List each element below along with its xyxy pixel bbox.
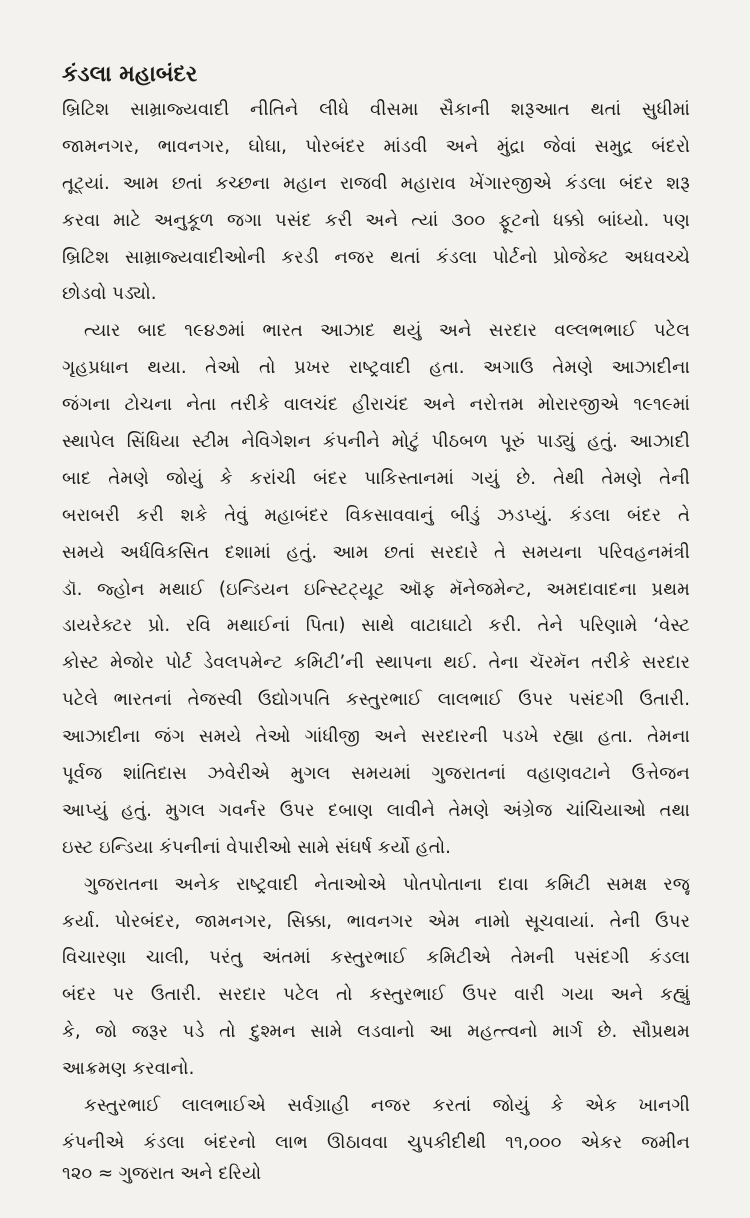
text-line: કે, જો જરૂર પડે તો દુશ્મન સામે લડવાનો આ મહત્ત્વનો માર્ગ છે. સૌપ્રથમ bbox=[62, 1021, 690, 1043]
text-line: બાદ તેમણે જોયું કે કરાંચી બંદર પાકિસ્તાનમાં ગયું છે. તેથી તેમણે તેની bbox=[62, 467, 690, 489]
text-line: કોસ્ટ મેજોર પોર્ટ ડેવલપમેન્ટ કમિટી’ની સ્થાપના થઈ. તેના ચૅરમૅન તરીકે સરદાર bbox=[62, 652, 690, 674]
text-line: બ્રિટિશ સામ્રાજ્યવાદી નીતિને લીધે વીસમા સૈકાની શરૂઆત થતાં સુધીમાં bbox=[62, 99, 690, 120]
text-line: ગૃહપ્રધાન થયા. તેઓ તો પ્રખર રાષ્ટ્રવાદી હતા. અગાઉ તેમણે આઝાદીના bbox=[62, 357, 690, 379]
text-line: બંદર પર ઉતારી. સરદાર પટેલ તો કસ્તુરભાઈ ઉપર વારી ગયા અને કહ્યું bbox=[62, 984, 690, 1006]
text-line: ત્યાર બાદ ૧૯૪૭માં ભારત આઝાદ થયું અને સરદાર વલ્લભભાઈ પટેલ bbox=[84, 320, 690, 342]
section-heading: કંડલા મહાબંદર bbox=[62, 62, 198, 87]
text-line: સ્થાપેલ સિંધિયા સ્ટીમ નેવિગેશન કંપનીને મોટું પીઠબળ પૂરું પાડ્યું હતું. આઝાદી bbox=[62, 431, 690, 453]
text-line: આક્રમણ કરવાનો. bbox=[62, 1058, 195, 1080]
text-line: કરવા માટે અનુકૂળ જગા પસંદ કરી અને ત્યાં ૩૦૦ ફૂટનો ધક્કો બાંધ્યો. પણ bbox=[62, 209, 690, 231]
text-line: બરાબરી કરી શકે તેવું મહાબંદર વિકસાવવાનું બીડું ઝડપ્યું. કંડલા બંદર તે bbox=[62, 504, 690, 526]
text-line: સમયે અર્ધવિકસિત દશામાં હતું. આમ છતાં સરદારે તે સમયના પરિવહનમંત્રી bbox=[62, 541, 690, 563]
text-line: તૂટ્યાં. આમ છતાં કચ્છના મહાન રાજવી મહારાવ ખેંગારજીએ કંડલા બંદર શરૂ bbox=[62, 172, 690, 194]
page-footer: ૧૨૦ ≈ ગુજરાત અને દરિયો bbox=[62, 1163, 262, 1184]
text-line: કર્યા. પોરબંદર, જામનગર, સિક્કા, ભાવનગર એમ નામો સૂચવાયાં. તેની ઉપર bbox=[62, 910, 690, 932]
text-line: આપ્યું હતું. મુગલ ગવર્નર ઉપર દબાણ લાવીને તેમણે અંગ્રેજ ચાંચિયાઓ તથા bbox=[62, 799, 690, 821]
text-line: ડૉ. જ્હોન મથાઈ (ઇન્ડિયન ઇન્સ્ટિટ્યૂટ ઑફ મૅનેજમેન્ટ, અમદાવાદના પ્રથમ bbox=[62, 578, 690, 600]
text-line: પટેલે ભારતનાં તેજસ્વી ઉદ્યોગપતિ કસ્તુરભાઈ લાલભાઈ ઉપર પસંદગી ઉતારી. bbox=[62, 689, 690, 711]
text-line: બ્રિટિશ સામ્રાજ્યવાદીઓની કરડી નજર થતાં કંડલા પોર્ટનો પ્રોજેક્ટ અધવચ્ચે bbox=[62, 246, 690, 268]
paragraph-1 bbox=[62, 92, 690, 313]
paragraph-2 bbox=[62, 313, 690, 866]
text-line: છોડવો પડ્યો. bbox=[62, 283, 157, 305]
text-line: જામનગર, ભાવનગર, ઘોઘા, પોરબંદર માંડવી અને મુંદ્રા જેવાં સમુદ્ર બંદરો bbox=[62, 135, 690, 157]
text-line: આઝાદીના જંગ સમયે તેઓ ગાંધીજી અને સરદારની પડખે રહ્યા હતા. તેમના bbox=[62, 726, 690, 748]
text-line: પૂર્વજ શાંતિદાસ ઝવેરીએ મુગલ સમયમાં ગુજરાતનાં વહાણવટાને ઉત્તેજન bbox=[62, 763, 690, 785]
text-line: ઇસ્ટ ઇન્ડિયા કંપનીનાં વેપારીઓ સામે સંઘર્ષ કર્યો હતો. bbox=[62, 836, 451, 858]
paragraph-3 bbox=[62, 867, 690, 1088]
text-line: ગુજરાતના અનેક રાષ્ટ્રવાદી નેતાઓએ પોતપોતાના દાવા કમિટી સમક્ષ રજૂ bbox=[84, 873, 690, 895]
text-line: કસ્તુરભાઈ લાલભાઈએ સર્વગ્રાહી નજર કરતાં જોયું કે એક ખાનગી bbox=[84, 1095, 690, 1117]
text-line: વિચારણા ચાલી, પરંતુ અંતમાં કસ્તુરભાઈ કમિટીએ તેમની પસંદગી કંડલા bbox=[62, 947, 690, 969]
page-content bbox=[62, 58, 690, 1162]
text-line: કંપનીએ કંડલા બંદરનો લાભ ઊઠાવવા ચુપકીદીથી ૧૧,૦૦૦ એકર જમીન bbox=[62, 1131, 690, 1153]
text-line: જંગના ટોચના નેતા તરીકે વાલચંદ હીરાચંદ અને નરોત્તમ મોરારજીએ ૧૯૧૯માં bbox=[62, 394, 690, 416]
paragraph-4 bbox=[62, 1088, 690, 1162]
text-line: ડાયરેક્ટર પ્રો. રવિ મથાઈનાં પિતા) સાથે વાટાઘાટો કરી. તેને પરિણામે ‘વેસ્ટ bbox=[62, 615, 690, 637]
